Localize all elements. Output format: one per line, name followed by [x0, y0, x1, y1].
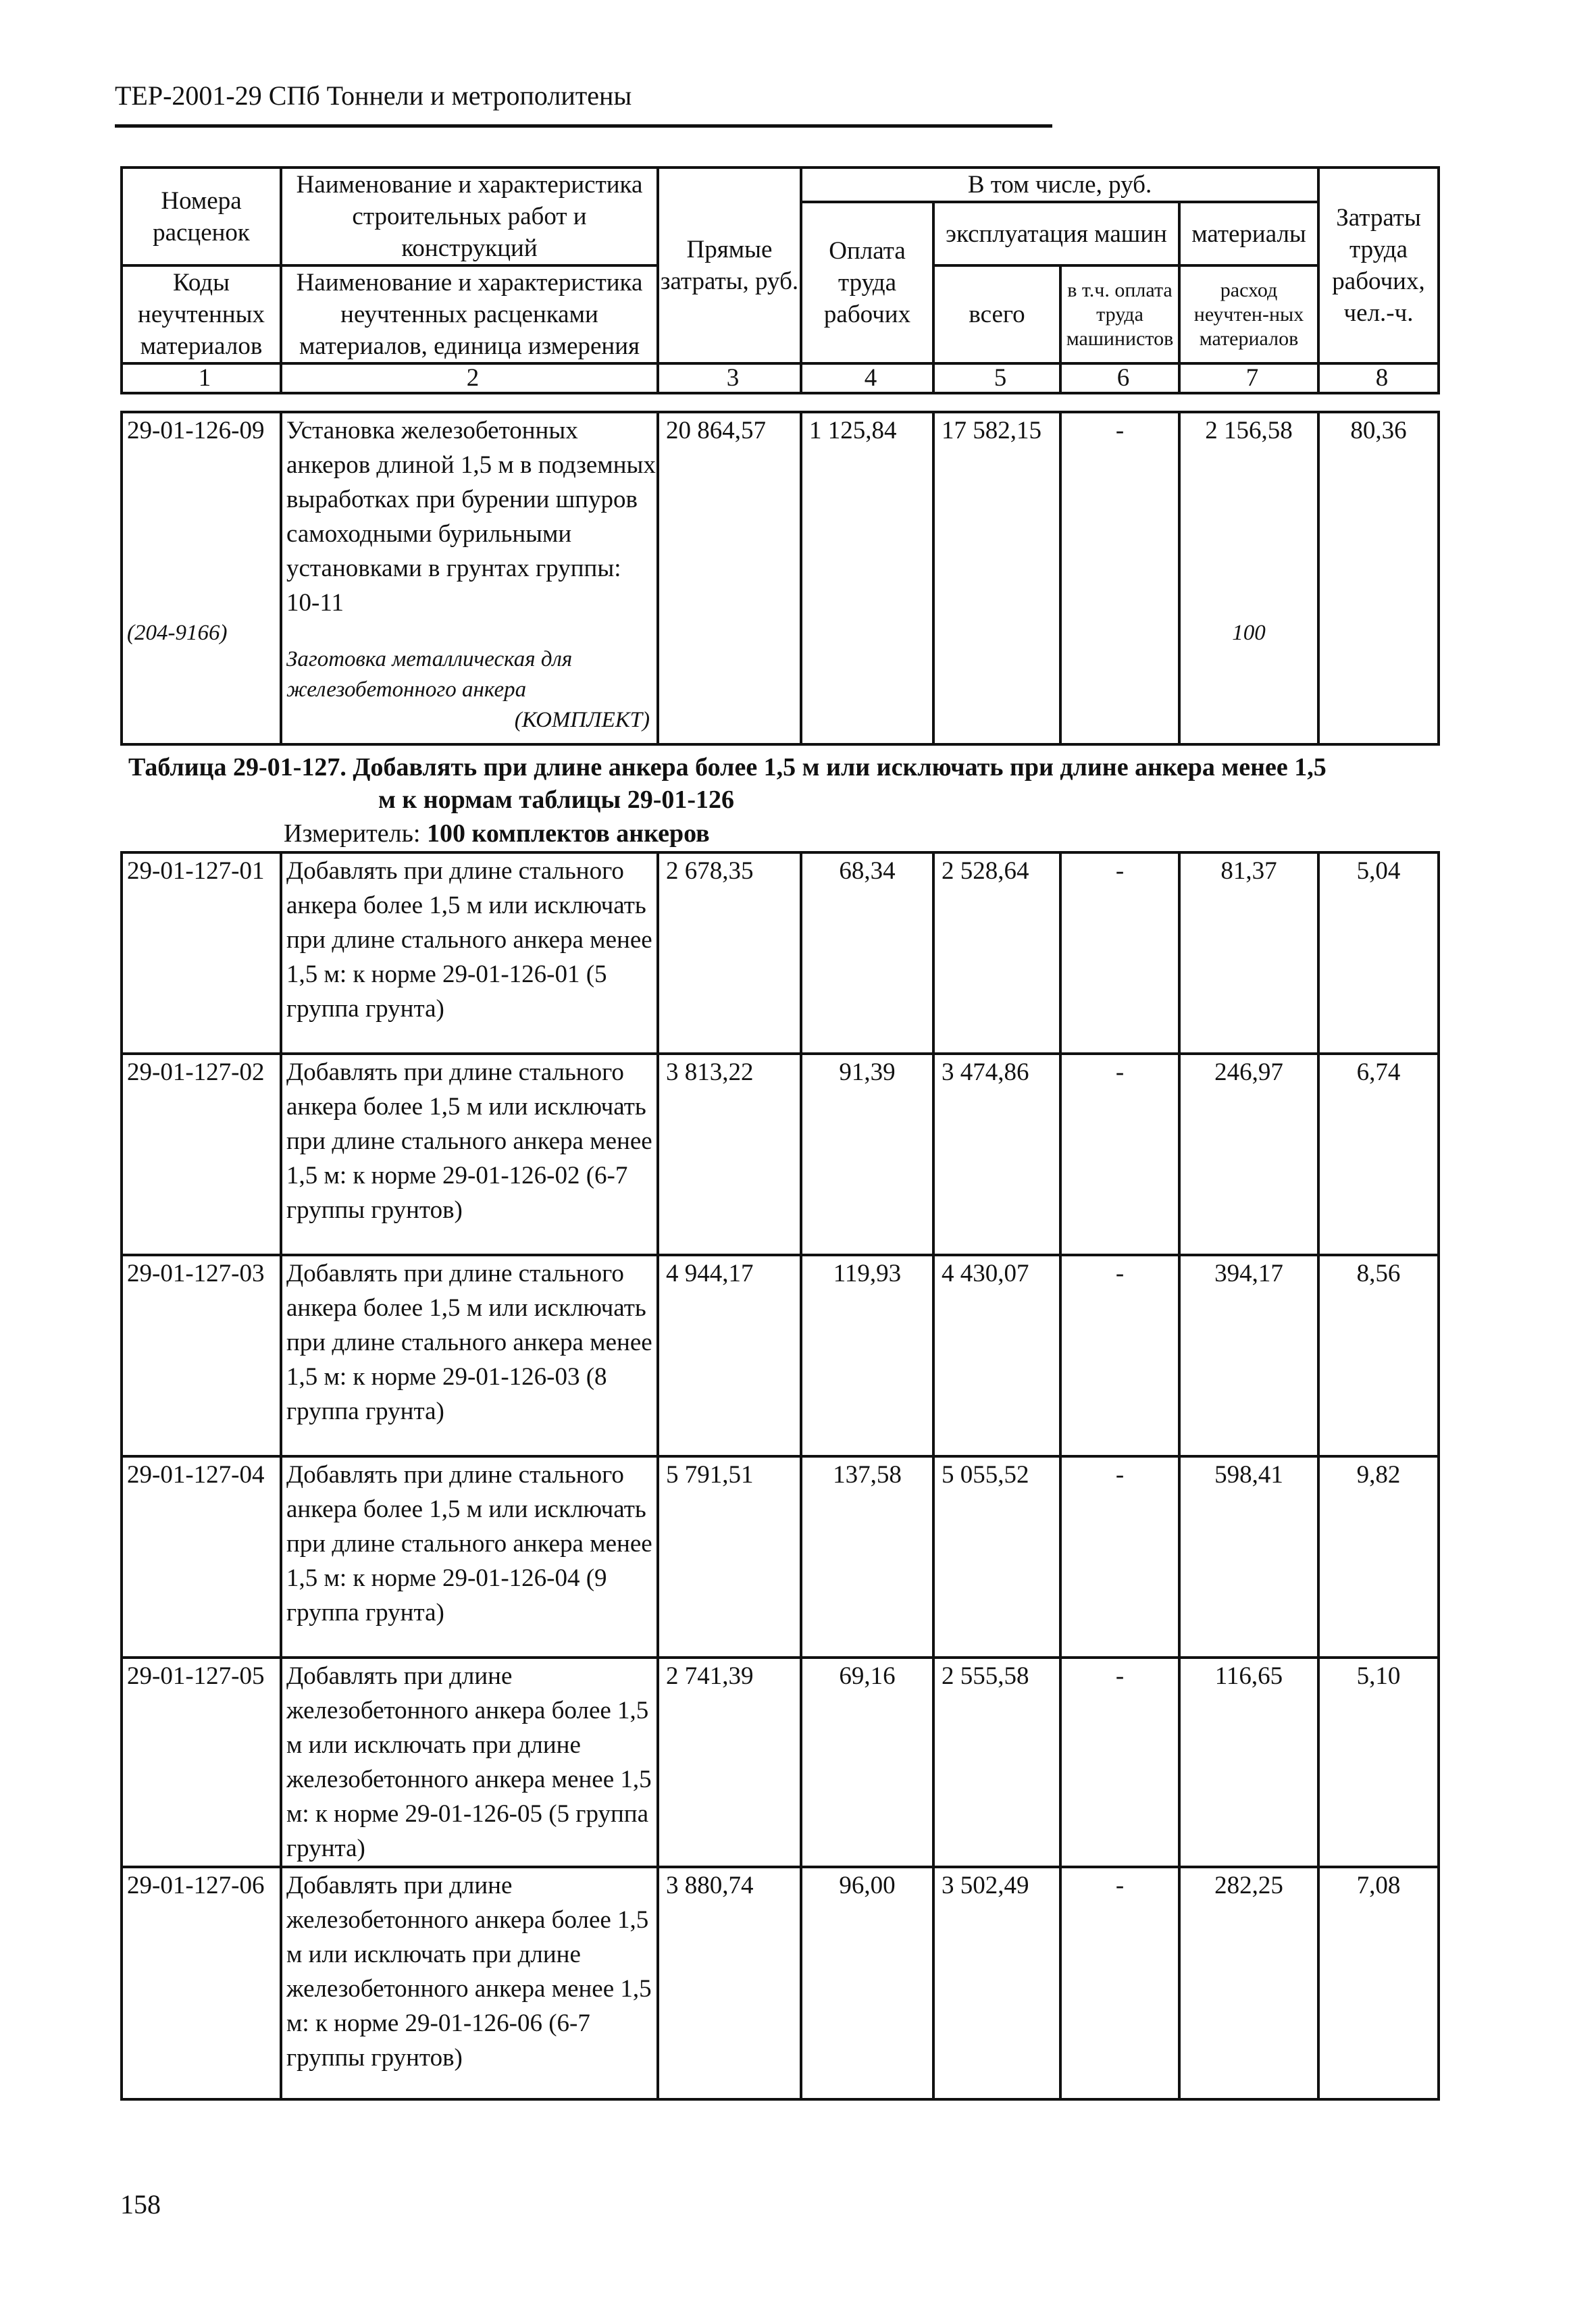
header-rule	[115, 124, 1052, 128]
material-quantity: 100	[1232, 621, 1266, 645]
material-code: (204-9166)	[127, 621, 228, 645]
materials-value: 2 156,58	[1205, 417, 1293, 444]
direct-costs: 5 791,51	[666, 1461, 754, 1489]
column-number: 5	[933, 363, 1060, 393]
table-row	[122, 1255, 1439, 1456]
measure-label: Измеритель:	[284, 819, 421, 848]
rate-description: Добавлять при длине стального анкера более 1,5 м или исключать при длине стального анкера менее 1,5 м: к норме 29-01-126-04 (9 группа грунта)	[286, 1461, 652, 1626]
header-material-names: Наименование и характеристика неучтенных расценками материалов, единица измерения	[281, 265, 658, 363]
header-material-codes: Коды неучтенных материалов	[122, 265, 281, 363]
machinist-pay: -	[1115, 1260, 1125, 1287]
header-machines-total: всего	[933, 265, 1060, 363]
rate-description: Установка железобетонных анкеров длиной 1,5 м в подземных выработках при бурении шпуров самоходными бурильными установками в грунтах группы: 10-11	[286, 417, 656, 617]
labor-hours: 6,74	[1356, 1058, 1401, 1086]
column-number: 7	[1179, 363, 1318, 393]
machines-total: 2 528,64	[942, 857, 1029, 885]
table-row	[122, 1456, 1439, 1658]
header-worker-pay: Оплата труда рабочих	[801, 202, 933, 363]
machinist-pay: -	[1115, 1662, 1125, 1690]
rate-code: 29-01-127-05	[127, 1662, 265, 1690]
page-header-title: ТЕР-2001-29 СПб Тоннели и метрополитены	[115, 80, 632, 111]
machines-total: 4 430,07	[942, 1260, 1029, 1287]
measure-line	[284, 817, 710, 850]
rate-code: 29-01-127-06	[127, 1872, 265, 1899]
direct-costs: 3 813,22	[666, 1058, 754, 1086]
header-labor-hours: Затраты труда рабочих, чел.-ч.	[1318, 168, 1439, 363]
direct-costs: 2 678,35	[666, 857, 754, 885]
rate-table-126	[120, 411, 1440, 746]
worker-pay: 137,58	[833, 1461, 902, 1489]
table-row	[122, 1658, 1439, 1867]
worker-pay: 91,39	[839, 1058, 896, 1086]
machinist-pay: -	[1115, 417, 1125, 444]
column-number: 3	[658, 363, 801, 393]
labor-hours: 5,10	[1356, 1662, 1401, 1690]
direct-costs: 20 864,57	[666, 417, 766, 444]
rate-code: 29-01-127-02	[127, 1058, 265, 1086]
table-row	[122, 1054, 1439, 1255]
header-unaccounted-materials: расход неучтен-ных материалов	[1179, 265, 1318, 363]
header-machinist-pay: в т.ч. оплата труда машинистов	[1060, 265, 1179, 363]
column-number: 1	[122, 363, 281, 393]
header-materials: материалы	[1179, 202, 1318, 265]
labor-hours: 5,04	[1356, 857, 1401, 885]
rate-description: Добавлять при длине стального анкера более 1,5 м или исключать при длине стального анкера менее 1,5 м: к норме 29-01-126-01 (5 группа грунта)	[286, 857, 652, 1023]
direct-costs: 2 741,39	[666, 1662, 754, 1690]
labor-hours: 7,08	[1356, 1872, 1401, 1899]
header-machines: эксплуатация машин	[933, 202, 1179, 265]
worker-pay: 119,93	[833, 1260, 902, 1287]
machinist-pay: -	[1115, 1872, 1125, 1899]
labor-hours: 9,82	[1356, 1461, 1401, 1489]
materials-value: 116,65	[1214, 1662, 1283, 1690]
rate-description: Добавлять при длине железобетонного анкера более 1,5 м или исключать при длине железобетонного анкера менее 1,5 м: к норме 29-01-126-05 (5 группа грунта)	[286, 1662, 652, 1862]
column-number: 4	[801, 363, 933, 393]
header-rate-numbers: Номера расценок	[122, 168, 281, 265]
machinist-pay: -	[1115, 1461, 1125, 1489]
materials-value: 598,41	[1214, 1461, 1283, 1489]
column-number: 6	[1060, 363, 1179, 393]
machines-total: 3 474,86	[942, 1058, 1029, 1086]
worker-pay: 96,00	[839, 1872, 896, 1899]
measure-value: 100 комплектов анкеров	[427, 819, 710, 848]
column-number: 8	[1318, 363, 1439, 393]
labor-hours: 80,36	[1350, 417, 1407, 444]
rate-code: 29-01-127-01	[127, 857, 265, 885]
table-row	[122, 852, 1439, 1054]
direct-costs: 3 880,74	[666, 1872, 754, 1899]
rate-code: 29-01-126-09	[127, 417, 265, 444]
rate-description: Добавлять при длине стального анкера более 1,5 м или исключать при длине стального анкера менее 1,5 м: к норме 29-01-126-03 (8 группа грунта)	[286, 1260, 652, 1425]
materials-value: 394,17	[1214, 1260, 1283, 1287]
worker-pay: 69,16	[839, 1662, 896, 1690]
table-title-continued: м к нормам таблицы 29-01-126	[378, 786, 735, 814]
labor-hours: 8,56	[1356, 1260, 1401, 1287]
table-title: Таблица 29-01-127. Добавлять при длине анкера более 1,5 м или исключать при длине анкера менее 1,5	[128, 753, 1327, 782]
materials-value: 282,25	[1214, 1872, 1283, 1899]
page-number: 158	[120, 2189, 161, 2220]
rate-table-127	[120, 851, 1440, 2101]
column-number: 2	[281, 363, 658, 393]
rate-code: 29-01-127-03	[127, 1260, 265, 1287]
material-unit: (КОМПЛЕКТ)	[514, 708, 650, 732]
machines-total: 5 055,52	[942, 1461, 1029, 1489]
rate-description: Добавлять при длине стального анкера более 1,5 м или исключать при длине стального анкера менее 1,5 м: к норме 29-01-126-02 (6-7 группы грунтов)	[286, 1058, 652, 1224]
worker-pay: 68,34	[839, 857, 896, 885]
table-row	[122, 412, 281, 744]
rate-code: 29-01-127-04	[127, 1461, 265, 1489]
material-description: Заготовка металлическая для железобетонного анкера	[286, 647, 573, 702]
worker-pay: 1 125,84	[809, 417, 897, 444]
machinist-pay: -	[1115, 857, 1125, 885]
rate-description: Добавлять при длине железобетонного анкера более 1,5 м или исключать при длине железобетонного анкера менее 1,5 м: к норме 29-01-126-06 (6-7 группы грунтов)	[286, 1872, 652, 2072]
materials-value: 246,97	[1214, 1058, 1283, 1086]
header-direct-costs: Прямые затраты, руб.	[658, 168, 801, 363]
materials-value: 81,37	[1220, 857, 1277, 885]
machines-total: 3 502,49	[942, 1872, 1029, 1899]
machines-total: 17 582,15	[942, 417, 1041, 444]
header-including: В том числе, руб.	[801, 168, 1318, 202]
machines-total: 2 555,58	[942, 1662, 1029, 1690]
direct-costs: 4 944,17	[666, 1260, 754, 1287]
machinist-pay: -	[1115, 1058, 1125, 1086]
header-work-name: Наименование и характеристика строительных работ и конструкций	[281, 168, 658, 265]
column-header-table	[120, 166, 1440, 394]
table-row	[122, 1867, 1439, 2099]
